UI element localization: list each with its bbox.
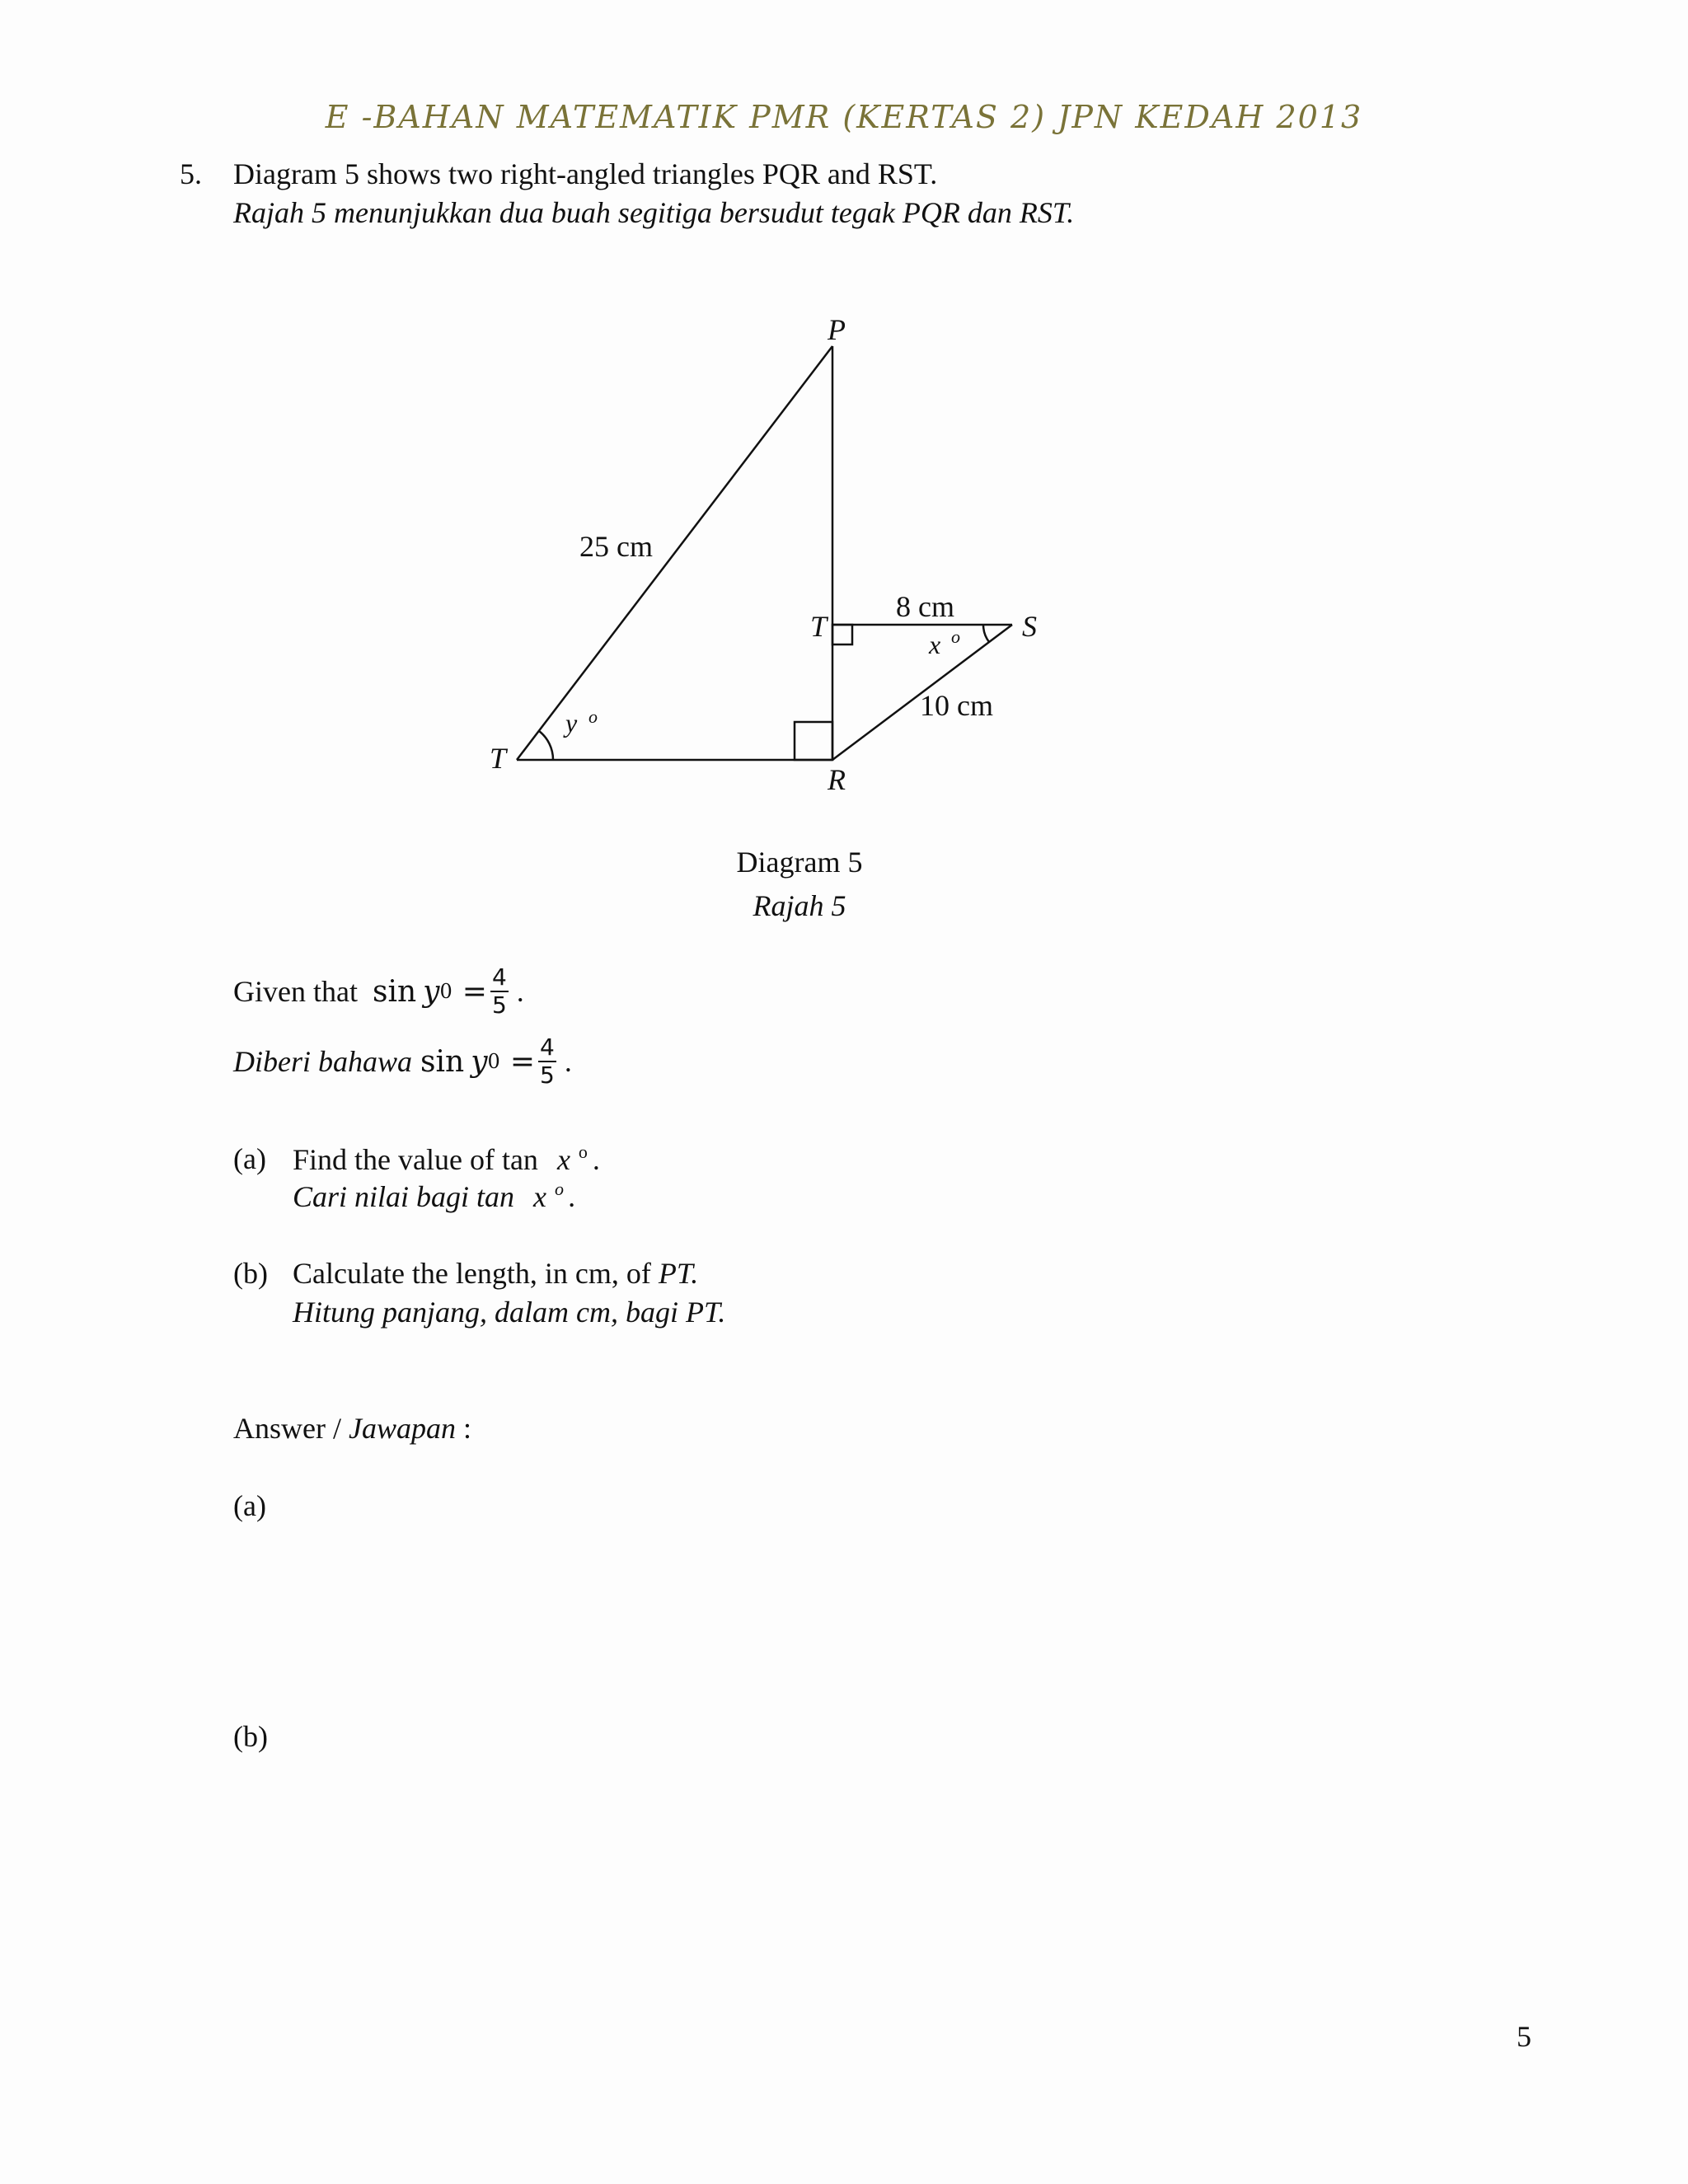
part-a-en-end: . (592, 1143, 600, 1176)
part-a-en-deg: o (578, 1141, 588, 1162)
label-angle-y: y (565, 708, 578, 738)
part-a-ms (293, 1179, 576, 1214)
label-deg-x: o (951, 626, 960, 647)
label-T-mid: T (810, 610, 828, 643)
triangle-diagram (0, 0, 1688, 824)
answer-label-en: Answer / (233, 1412, 341, 1445)
answer-label (233, 1411, 471, 1446)
given-ms-den: 5 (540, 1062, 555, 1089)
given-ms-end: . (564, 1045, 572, 1078)
part-a-ms-text: Cari nilai bagi tan (293, 1180, 515, 1213)
given-ms (233, 1034, 572, 1089)
angle-arc-x (983, 625, 989, 642)
question-number: 5. (180, 157, 202, 190)
answer-a-label: (a) (233, 1489, 266, 1522)
question-text-ms: Rajah 5 menunjukkan dua buah segitiga bersudut tegak PQR dan RST. (233, 196, 1075, 229)
given-ms-num: 4 (540, 1033, 555, 1061)
given-en-num: 4 (491, 963, 507, 991)
given-ms-func: sin (420, 1044, 465, 1079)
label-S: S (1022, 610, 1037, 643)
answer-b-label: (b) (233, 1720, 268, 1753)
part-a-ms-end: . (569, 1180, 577, 1213)
question-text-en: Diagram 5 shows two right-angled triangles PQR and RST. (233, 157, 938, 190)
given-ms-eq: = (509, 1044, 535, 1079)
answer-colon: : (462, 1412, 471, 1445)
right-angle-T (832, 625, 852, 644)
given-en-fraction (490, 964, 509, 1019)
page-number: 5 (1517, 2020, 1531, 2053)
part-b-ms: Hitung panjang, dalam cm, bagi PT. (293, 1296, 726, 1329)
given-en-sup: 0 (439, 980, 452, 1003)
diagram-caption-ms: Rajah 5 (753, 889, 846, 922)
given-en-func: sin (372, 974, 417, 1009)
part-a-label: (a) (233, 1142, 266, 1175)
given-ms-sup: 0 (487, 1050, 500, 1073)
answer-label-ms: Jawapan (348, 1412, 456, 1445)
given-en-var: y (423, 974, 440, 1009)
part-b-en-text: Calculate the length, in cm, of (293, 1257, 651, 1290)
label-T-left: T (490, 742, 507, 775)
given-en (233, 964, 524, 1019)
given-en-prefix: Given that (233, 975, 358, 1008)
given-en-eq: = (462, 974, 487, 1009)
part-a-en-text: Find the value of tan (293, 1143, 538, 1176)
label-10cm: 10 cm (920, 689, 993, 722)
diagram-caption-en: Diagram 5 (736, 846, 863, 879)
part-b-en (293, 1256, 698, 1291)
given-ms-prefix: Diberi bahawa (233, 1045, 413, 1078)
label-angle-x: x (929, 630, 941, 659)
right-angle-R (795, 722, 832, 760)
part-b-en-var: PT. (658, 1257, 699, 1290)
page-header: E -BAHAN MATEMATIK PMR (KERTAS 2) JPN KEDAH 2013 (325, 99, 1363, 135)
given-ms-fraction (538, 1034, 556, 1089)
label-R: R (828, 763, 846, 796)
label-deg-y: o (588, 706, 598, 727)
part-a-ms-deg: o (555, 1179, 565, 1199)
line-TP (517, 346, 832, 760)
given-en-end: . (516, 975, 524, 1008)
angle-arc-y (539, 731, 553, 760)
label-25cm: 25 cm (579, 530, 653, 563)
part-a-ms-var: x (533, 1180, 547, 1213)
part-b-label: (b) (233, 1257, 268, 1290)
label-P: P (828, 313, 846, 346)
label-8cm: 8 cm (896, 590, 954, 623)
part-a-en (293, 1141, 600, 1177)
part-a-en-var: x (556, 1143, 570, 1176)
given-en-den: 5 (491, 991, 507, 1019)
given-ms-var: y (471, 1044, 488, 1079)
